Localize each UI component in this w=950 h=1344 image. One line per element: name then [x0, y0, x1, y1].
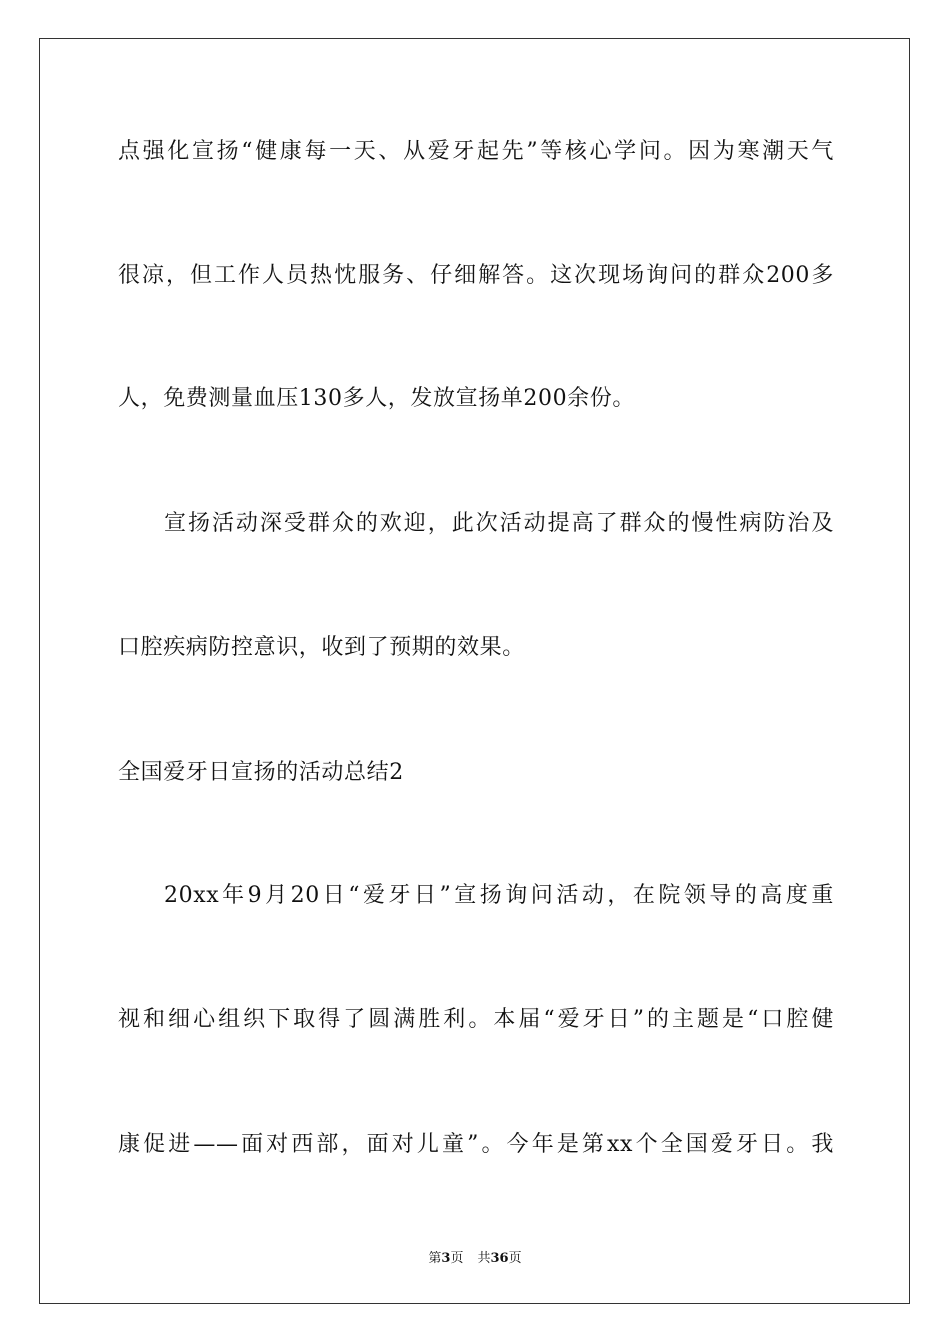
page-footer — [0, 1247, 950, 1266]
section-heading: 全国爱牙日宣扬的活动总结2 — [118, 760, 404, 785]
body-text-line-9: 康促进——面对西部，面对儿童”。今年是第xx个全国爱牙日。我 — [118, 1132, 834, 1157]
body-text-line-1: 点强化宣扬“健康每一天、从爱牙起先”等核心学问。因为寒潮天气 — [118, 139, 834, 164]
page-prefix: 第 — [428, 1251, 442, 1266]
body-text-line-4: 宣扬活动深受群众的欢迎，此次活动提高了群众的慢性病防治及 — [164, 511, 834, 536]
body-text-line-7: 20xx年9月20日“爱牙日”宣扬询问活动，在院领导的高度重 — [164, 883, 834, 908]
page-border — [39, 38, 910, 1304]
body-text-line-5: 口腔疾病防控意识，收到了预期的效果。 — [118, 635, 525, 660]
body-text-line-2: 很凉，但工作人员热忱服务、仔细解答。这次现场询问的群众200多 — [118, 263, 834, 288]
body-text-line-3: 人，免费测量血压130多人，发放宣扬单200余份。 — [118, 386, 635, 411]
body-text-line-8: 视和细心组织下取得了圆满胜利。本届“爱牙日”的主题是“口腔健 — [118, 1007, 834, 1032]
page-current: 3 — [441, 1251, 451, 1266]
page-total: 36 — [490, 1251, 509, 1266]
total-suffix: 页 — [508, 1251, 522, 1266]
page-suffix: 页 — [450, 1251, 464, 1266]
total-prefix: 共 — [477, 1251, 491, 1266]
